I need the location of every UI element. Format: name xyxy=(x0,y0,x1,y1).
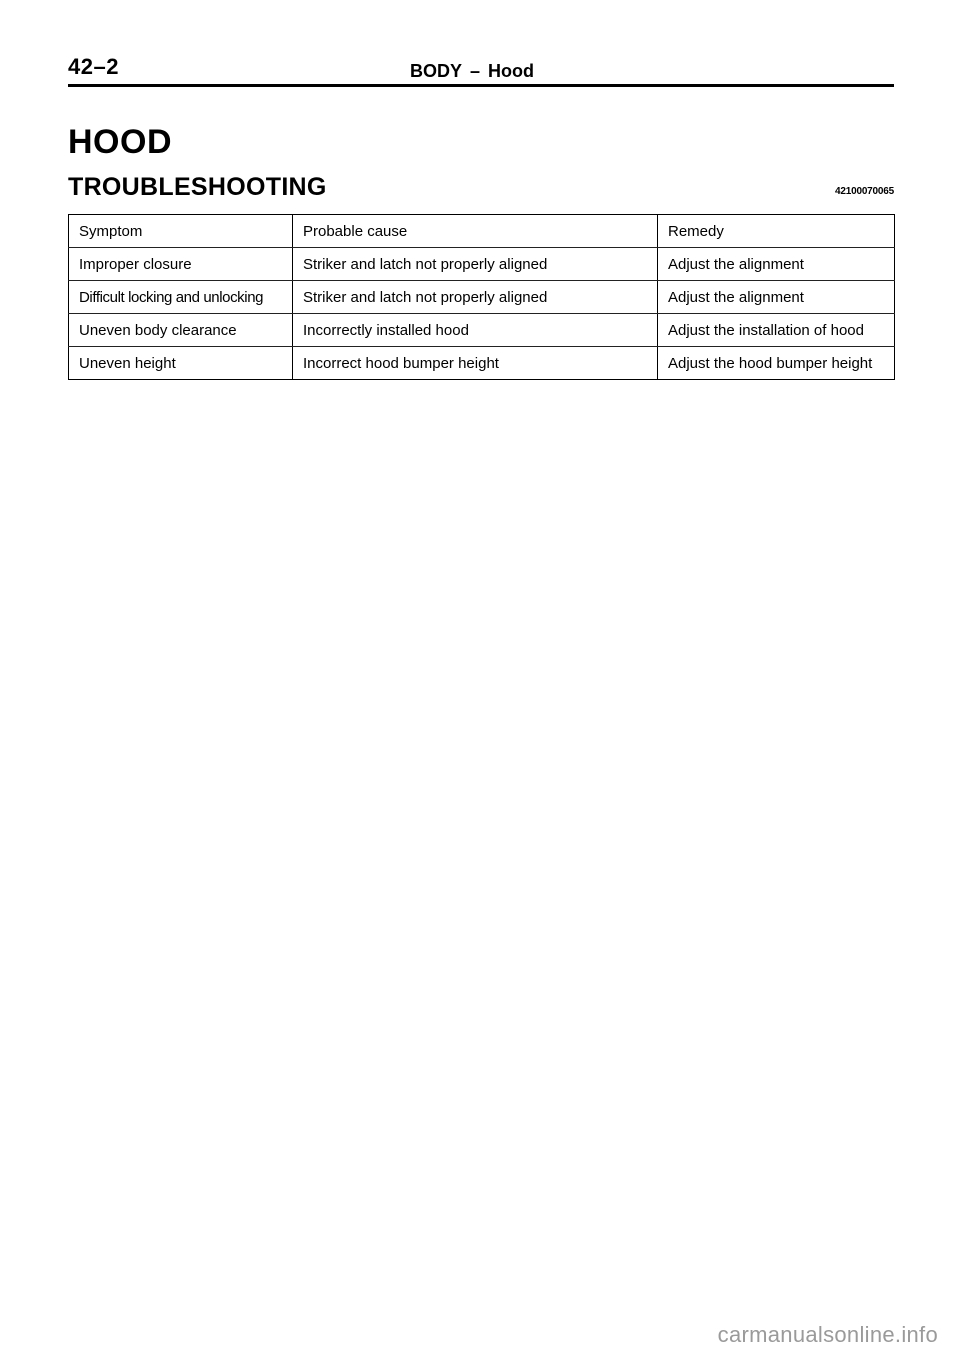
table-row xyxy=(69,248,895,281)
cell-remedy: Adjust the alignment xyxy=(658,281,895,314)
cell-remedy: Adjust the hood bumper height xyxy=(658,347,895,380)
table-header-row xyxy=(69,215,895,248)
troubleshooting-table xyxy=(68,214,895,380)
header-symptom: Symptom xyxy=(69,215,293,248)
cell-probable-cause: Incorrectly installed hood xyxy=(293,314,658,347)
cell-remedy: Adjust the alignment xyxy=(658,248,895,281)
cell-remedy: Adjust the installation of hood xyxy=(658,314,895,347)
document-code: 42100070065 xyxy=(835,186,894,197)
cell-probable-cause: Striker and latch not properly aligned xyxy=(293,248,658,281)
page-title: HOOD xyxy=(68,123,172,161)
page-number: 42–2 xyxy=(68,54,119,79)
watermark: carmanualsonline.info xyxy=(717,1322,938,1347)
table-row xyxy=(69,281,895,314)
cell-symptom: Uneven height xyxy=(69,347,293,380)
header-remedy: Remedy xyxy=(658,215,895,248)
header-dash: – xyxy=(470,61,481,81)
header-probable-cause: Probable cause xyxy=(293,215,658,248)
cell-probable-cause: Incorrect hood bumper height xyxy=(293,347,658,380)
table-row xyxy=(69,347,895,380)
cell-probable-cause: Striker and latch not properly aligned xyxy=(293,281,658,314)
cell-symptom: Difficult locking and unlocking xyxy=(69,281,293,314)
header-subsection-name: Hood xyxy=(488,61,535,81)
header-rule xyxy=(68,84,894,87)
section-title: TROUBLESHOOTING xyxy=(68,173,327,201)
cell-symptom: Uneven body clearance xyxy=(69,314,293,347)
cell-symptom: Improper closure xyxy=(69,248,293,281)
header-section-name: BODY xyxy=(410,61,463,81)
table-row xyxy=(69,314,895,347)
running-header xyxy=(410,60,534,82)
